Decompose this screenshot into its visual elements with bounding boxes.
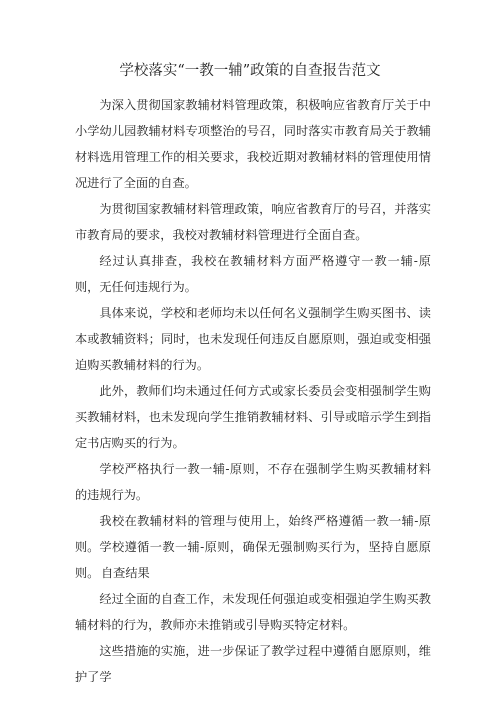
paragraph-management: 我校在教辅材料的管理与使用上，始终严格遵循一教一辅-原则。	[75, 514, 431, 554]
paragraph-teachers: 此外，教师们均未通过任何方式或家长委员会变相强制学生购买教辅材料，也未发现向学生推销教辅材料、引导或暗示学生到指定书店购买的行为。	[75, 384, 431, 450]
paragraph-details: 具体来说，学校和老师均未以任何名义强制学生购买图书、读本或教辅资料；同时，也未发现任何违反自愿原则，强迫或变相强迫购买教辅材料的行为。	[75, 306, 431, 372]
paragraph-voluntary: 学校遵循一教一辅-原则，确保无强制购买行为，坚持自愿原则。	[75, 540, 431, 580]
document-title: 学校落实“一教一辅”政策的自查报告范文	[119, 63, 381, 79]
paragraph-principle: 学校严格执行一教一辅-原则，不存在强制学生购买教辅材料的违规行为。	[75, 462, 431, 502]
paragraph-inspection: 经过认真排查，我校在教辅材料方面严格遵守一教一辅-原则，无任何违规行为。	[75, 254, 431, 294]
paragraph-results: 经过全面的自查工作，未发现任何强迫或变相强迫学生购买教辅材料的行为，教师亦未推销或引导购买特定材料。	[75, 592, 431, 632]
paragraph-measures: 这些措施的实施，进一步保证了教学过程中遵循自愿原则，维护了学	[75, 644, 431, 684]
section-heading-results: 自查结果	[101, 566, 150, 580]
paragraph-intro: 为深入贯彻国家教辅材料管理政策，积极响应省教育厅关于中小学幼儿园教辅材料专项整治的号召，同时落实市教育局关于教辅材料选用管理工作的相关要求，我校近期对教辅材料的管理使用情况进行了全面的自查。	[75, 98, 431, 190]
paragraph-purpose: 为贯彻国家教辅材料管理政策，响应省教育厅的号召，并落实市教育局的要求，我校对教辅材料管理进行全面自查。	[75, 202, 431, 242]
